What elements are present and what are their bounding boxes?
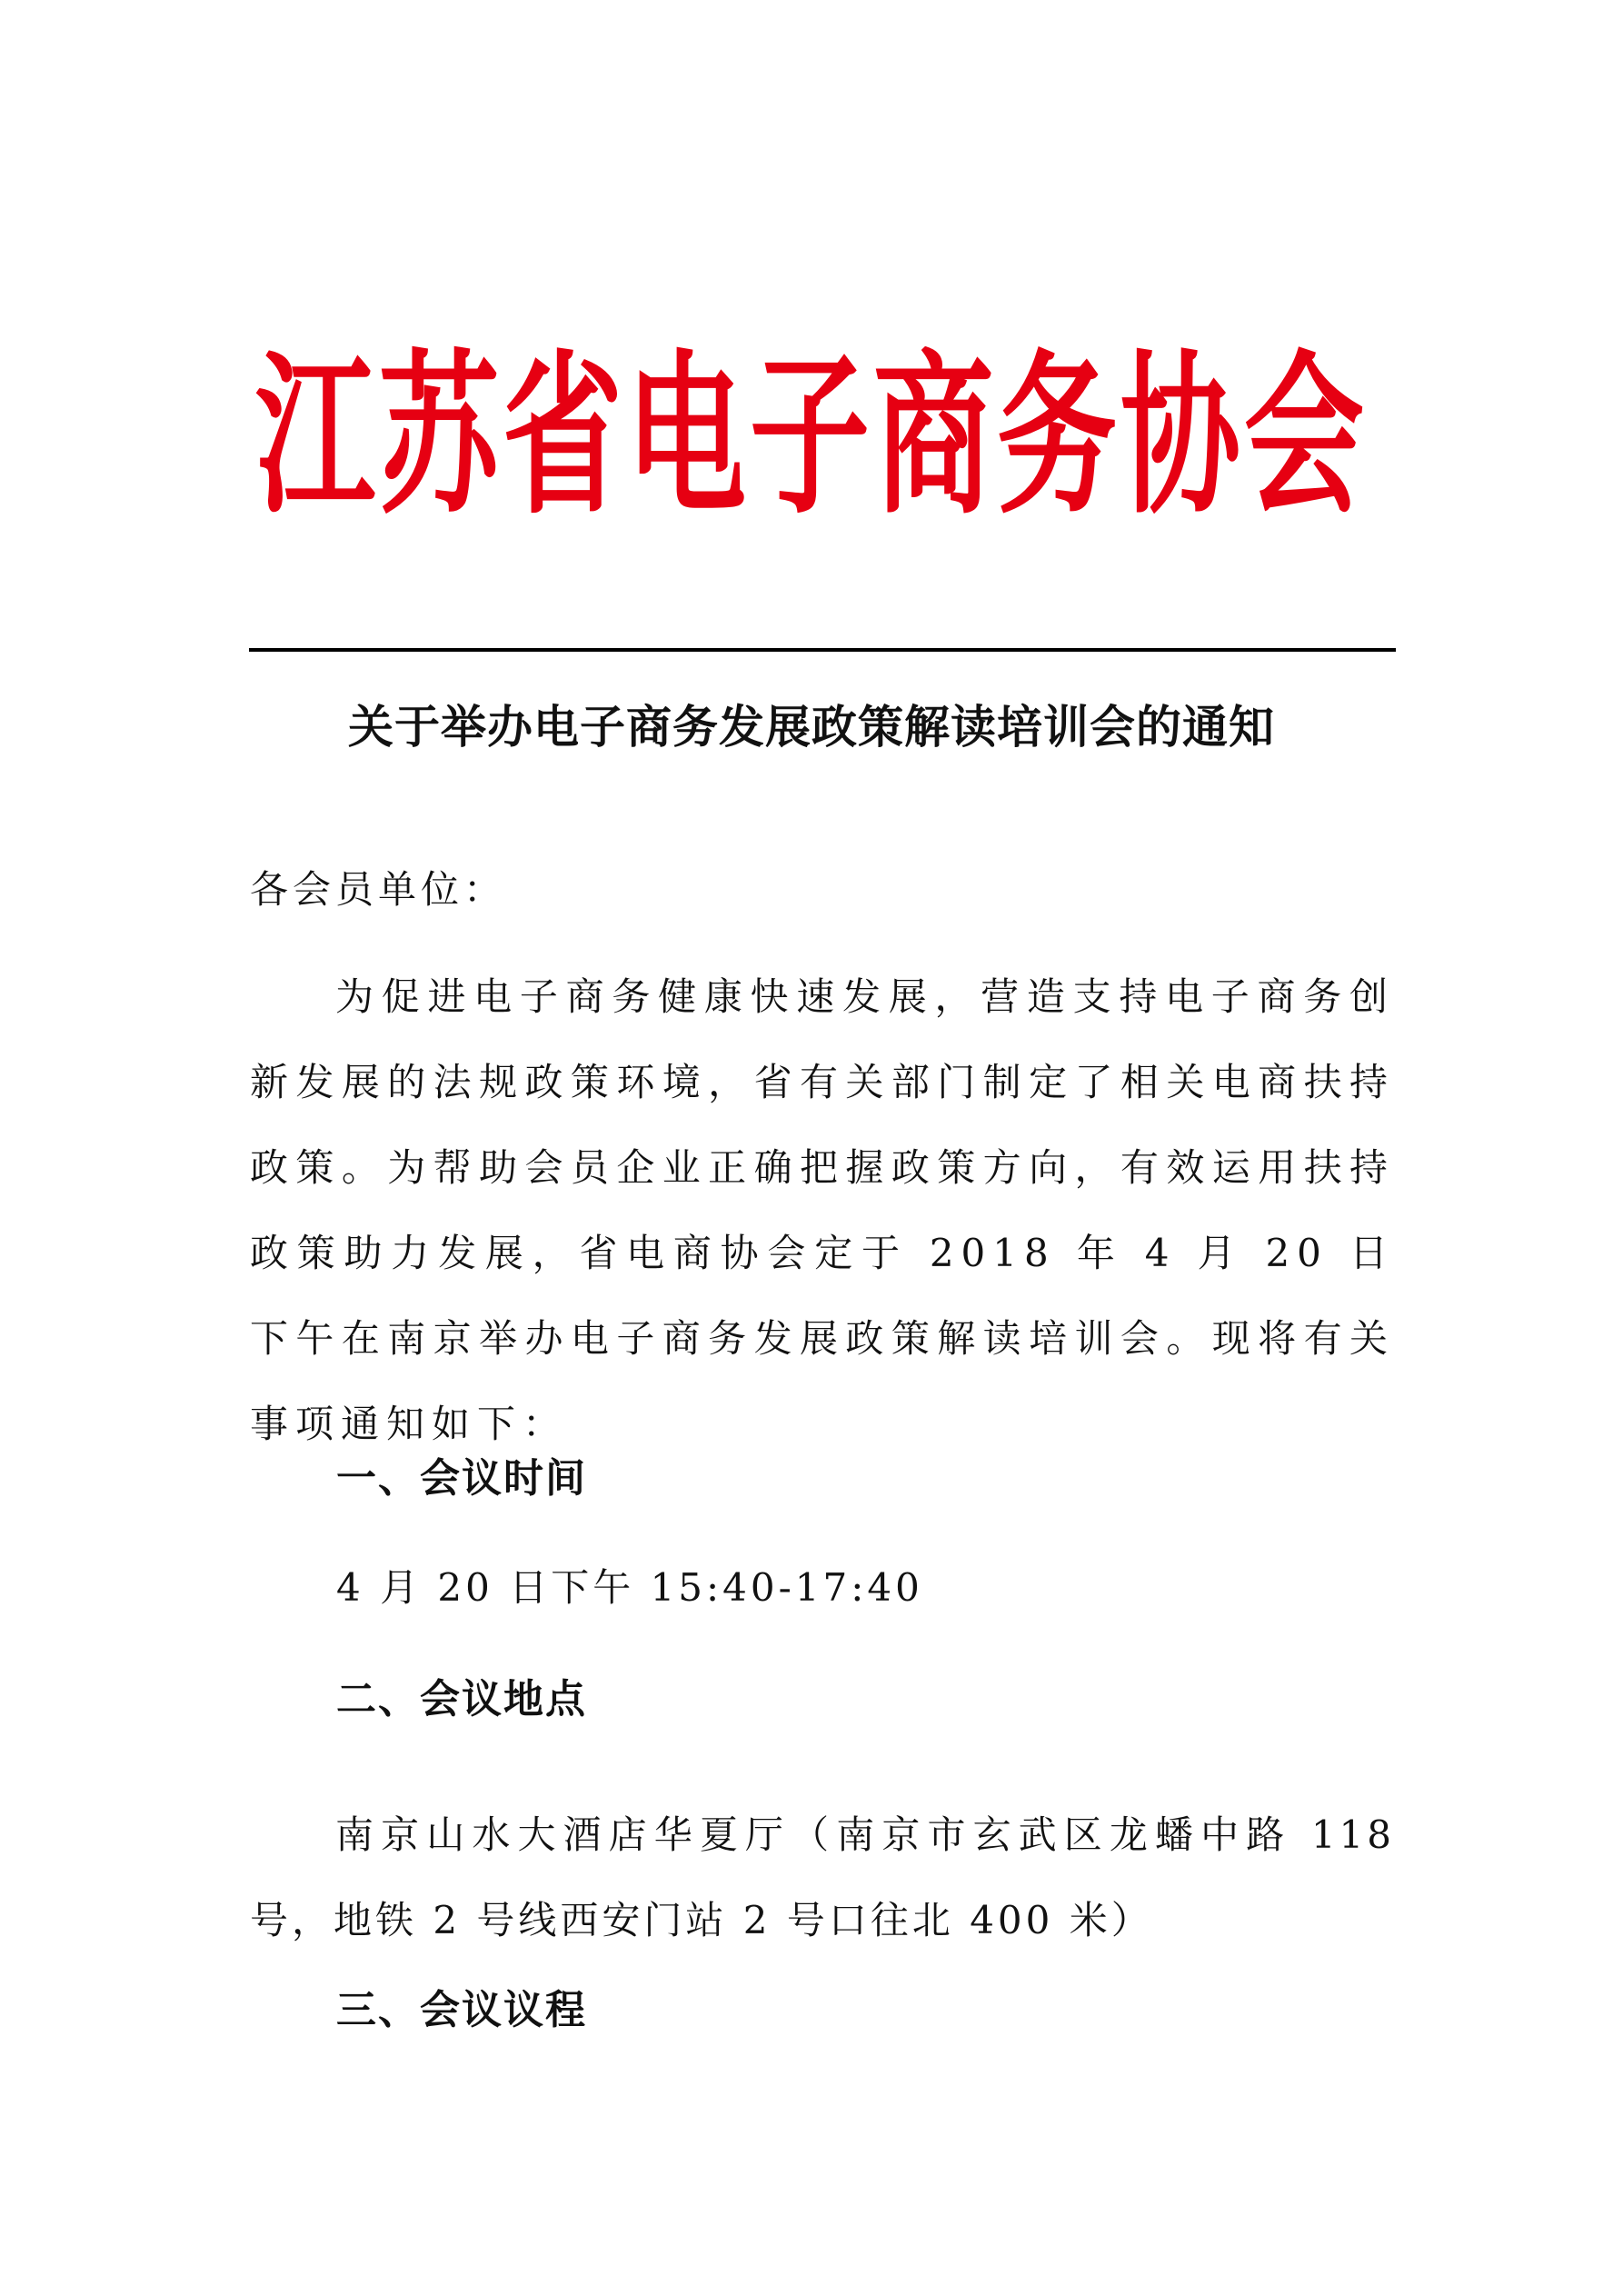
- letterhead-divider: [249, 648, 1396, 652]
- meeting-time: 4 月 20 日下午 15:40-17:40: [336, 1565, 923, 1610]
- intro-paragraph: 为促进电子商务健康快速发展，营造支持电子商务创新发展的法规政策环境，省有关部门制定了相关电商扶持政策。为帮助会员企业正确把握政策方向，有效运用扶持政策助力发展，省电商协会定于 2018 年 4 月 20 日下午在南京举办电子商务发展政策解读培训会。现将有关事项通知如下：: [250, 974, 1395, 1446]
- section-heading-agenda: 三、会议议程: [336, 1987, 587, 2033]
- meeting-location: 南京山水大酒店华夏厅（南京市玄武区龙蟠中路 118 号，地铁 2 号线西安门站 2 号口往北 400 米）: [250, 1812, 1395, 1942]
- section-heading-time: 一、会议时间: [336, 1455, 587, 1502]
- letterhead-org-name: 江苏省电子商务协会: [255, 334, 1368, 539]
- document-title: 关于举办电子商务发展政策解读培训会的通知: [348, 700, 1275, 754]
- section-heading-location: 二、会议地点: [336, 1676, 587, 1722]
- salutation: 各会员单位：: [250, 867, 507, 912]
